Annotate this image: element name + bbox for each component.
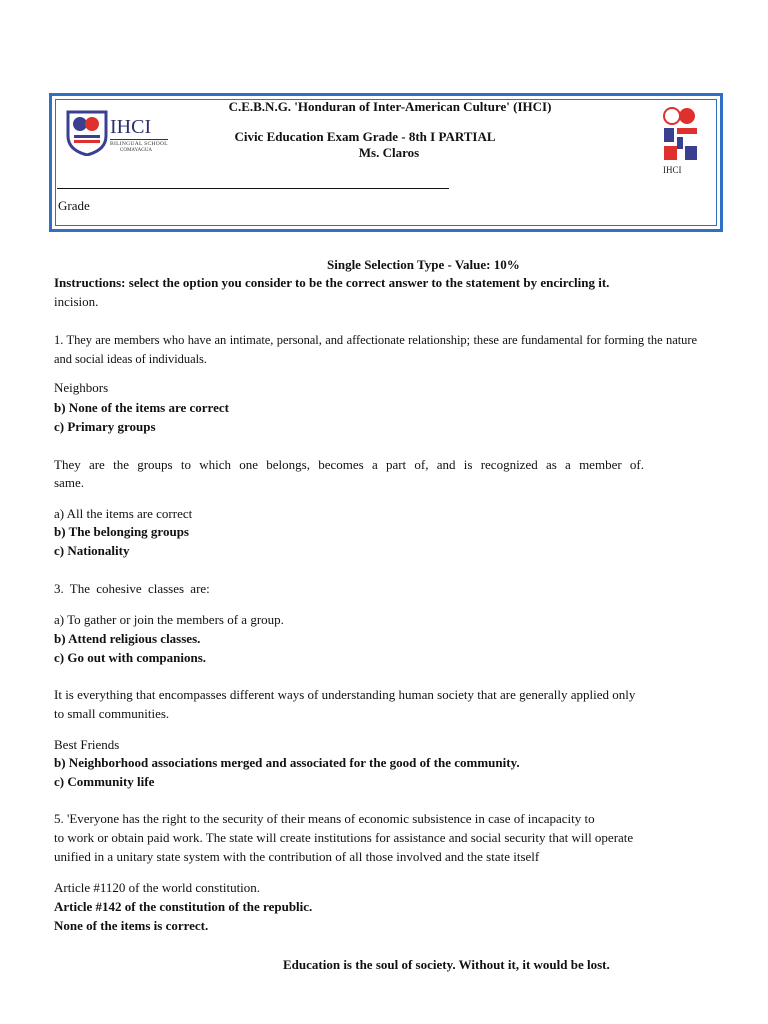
question-2: They are the groups to which one belongs, becomes a part of, and is recognized as a member of. <box>54 457 644 472</box>
student-name-line[interactable] <box>57 188 449 189</box>
q2-option-b[interactable]: b) The belonging groups <box>54 524 189 539</box>
logo-text: IHCI <box>110 116 152 138</box>
q5-option-b[interactable]: Article #142 of the constitution of the republic. <box>54 899 313 914</box>
q2-option-c[interactable]: c) Nationality <box>54 543 130 558</box>
school-name: C.E.B.N.G. 'Honduran of Inter-American Culture' (IHCI) <box>228 99 552 114</box>
q1-option-a[interactable]: Neighbors <box>54 380 109 395</box>
q5-option-a[interactable]: Article #1120 of the world constitution. <box>54 880 261 895</box>
question-1: 1. They are members who have an intimate, personal, and affectionate relationship; these are fundamental for forming the nature and social ideas of individuals. <box>54 333 697 366</box>
q3-option-b[interactable]: b) Attend religious classes. <box>54 631 201 646</box>
logo-subtitle: BILINGUAL SCHOOL <box>110 141 168 147</box>
question-5-cont-2: unified in a unitary state system with the contribution of all those involved and the state itself <box>54 849 540 864</box>
q5-option-c[interactable]: None of the items is correct. <box>54 918 209 933</box>
question-3: 3. The cohesive classes are: <box>54 581 210 596</box>
instructions-continuation: incision. <box>54 294 99 309</box>
question-5: 5. 'Everyone has the right to the security of their means of economic subsistence in case of incapacity to <box>54 811 595 826</box>
exam-title: Civic Education Exam Grade - 8th I PARTIAL <box>234 129 496 144</box>
question-5-cont-1: to work or obtain paid work. The state will create institutions for assistance and social security that will operate <box>54 830 634 845</box>
q4-option-a[interactable]: Best Friends <box>54 737 120 752</box>
logo-city: COMAYAGUA <box>120 148 153 153</box>
q1-option-b[interactable]: b) None of the items are correct <box>54 400 229 415</box>
right-logo-label: IHCI <box>663 165 682 175</box>
q4-option-c[interactable]: c) Community life <box>54 774 155 789</box>
question-2-cont: same. <box>54 475 84 490</box>
question-4-cont: to small communities. <box>54 706 170 721</box>
ihci-mark-icon <box>660 106 700 164</box>
school-logo-left <box>64 110 174 158</box>
instructions: Instructions: select the option you consider to be the correct answer to the statement by encircling it. <box>54 275 610 290</box>
q4-option-b[interactable]: b) Neighborhood associations merged and associated for the good of the community. <box>54 755 520 770</box>
grade-label: Grade <box>58 198 90 213</box>
school-logo-right <box>660 106 700 176</box>
q2-option-a[interactable]: a) All the items are correct <box>54 506 193 521</box>
crest-icon <box>66 110 108 156</box>
footer-quote: Education is the soul of society. Without it, it would be lost. <box>283 957 610 972</box>
section-title: Single Selection Type - Value: 10% <box>327 257 520 272</box>
teacher-name: Ms. Claros <box>358 145 420 160</box>
q3-option-a[interactable]: a) To gather or join the members of a group. <box>54 612 284 627</box>
question-4: It is everything that encompasses different ways of understanding human society that are generally applied only <box>54 687 636 702</box>
q3-option-c[interactable]: c) Go out with companions. <box>54 650 207 665</box>
q1-option-c[interactable]: c) Primary groups <box>54 419 156 434</box>
